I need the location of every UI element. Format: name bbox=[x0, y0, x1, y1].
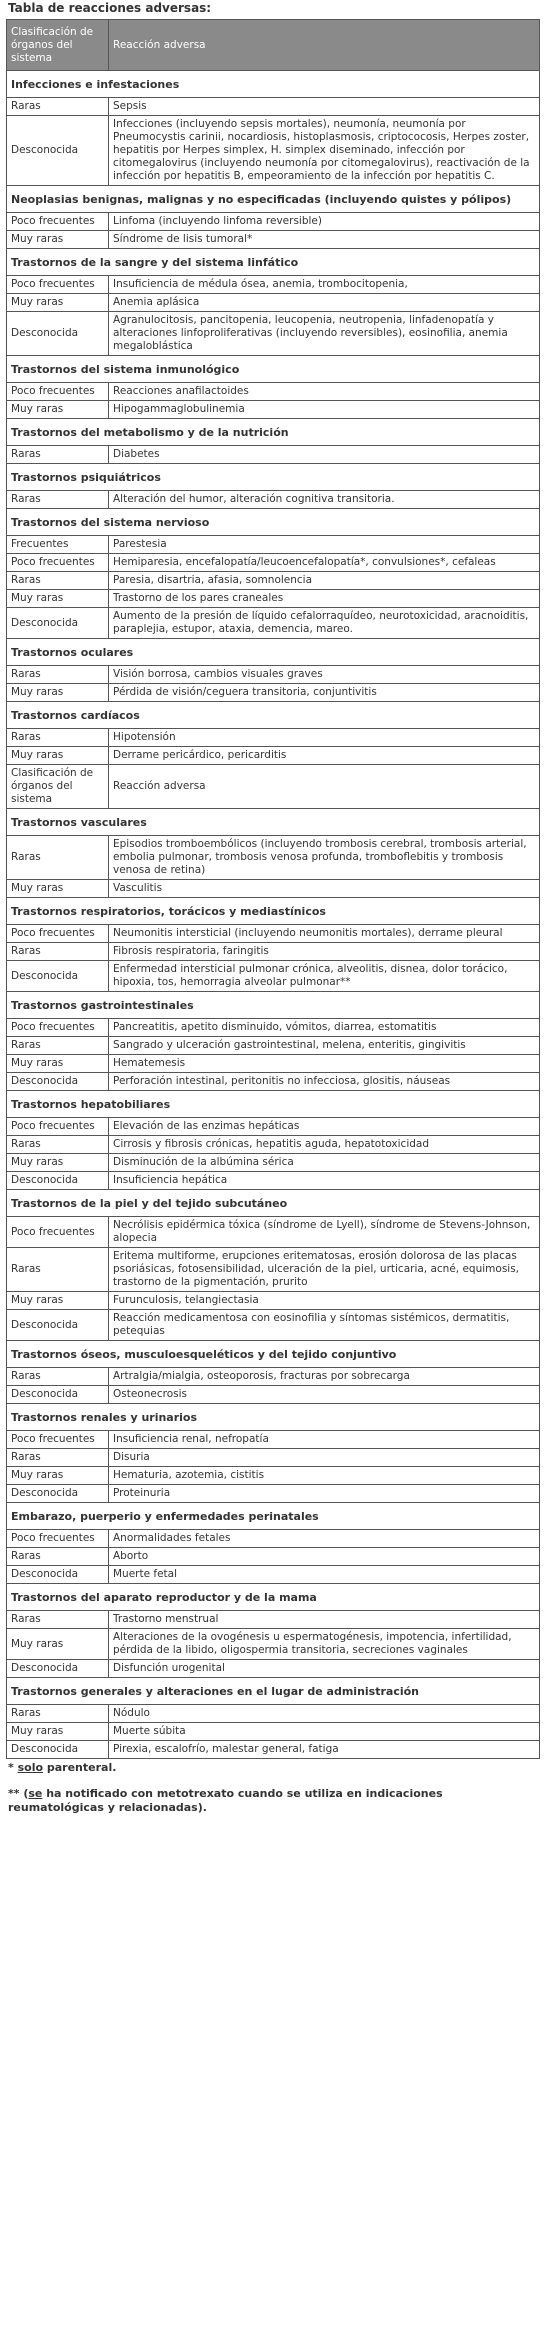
frequency-cell: Desconocida bbox=[7, 1310, 109, 1341]
section-heading: Neoplasias benignas, malignas y no especificadas (incluyendo quistes y pólipos) bbox=[7, 186, 540, 213]
frequency-cell: Poco frecuentes bbox=[7, 276, 109, 294]
section-heading: Trastornos del metabolismo y de la nutrición bbox=[7, 419, 540, 446]
section-heading: Trastornos del aparato reproductor y de la mama bbox=[7, 1584, 540, 1611]
table-row bbox=[7, 1172, 540, 1190]
reaction-cell: Alteraciones de la ovogénesis u espermatogénesis, impotencia, infertilidad, pérdida de la libido, oligospermia transitoria, secreciones vaginales bbox=[109, 1629, 540, 1660]
frequency-cell: Muy raras bbox=[7, 1055, 109, 1073]
reaction-cell: Sepsis bbox=[109, 98, 540, 116]
section-heading: Trastornos oculares bbox=[7, 639, 540, 666]
reaction-cell: Vasculitis bbox=[109, 880, 540, 898]
frequency-cell: Poco frecuentes bbox=[7, 1431, 109, 1449]
table-row bbox=[7, 1386, 540, 1404]
section-heading: Trastornos de la sangre y del sistema linfático bbox=[7, 249, 540, 276]
frequency-cell: Desconocida bbox=[7, 1741, 109, 1759]
section-row bbox=[7, 898, 540, 925]
table-row bbox=[7, 1037, 540, 1055]
frequency-cell: Raras bbox=[7, 666, 109, 684]
table-row bbox=[7, 1118, 540, 1136]
reaction-cell: Insuficiencia hepática bbox=[109, 1172, 540, 1190]
reaction-cell: Disuria bbox=[109, 1449, 540, 1467]
table-row bbox=[7, 1292, 540, 1310]
section-row bbox=[7, 639, 540, 666]
frequency-cell: Desconocida bbox=[7, 1566, 109, 1584]
reaction-cell: Hematuria, azotemia, cistitis bbox=[109, 1467, 540, 1485]
document-page bbox=[6, 0, 539, 1815]
section-row bbox=[7, 1404, 540, 1431]
table-row bbox=[7, 1566, 540, 1584]
section-heading: Trastornos de la piel y del tejido subcutáneo bbox=[7, 1190, 540, 1217]
frequency-cell: Poco frecuentes bbox=[7, 1118, 109, 1136]
footnote-2-underlined: se bbox=[28, 1787, 43, 1800]
table-row bbox=[7, 1485, 540, 1503]
section-row bbox=[7, 356, 540, 383]
reaction-cell: Disfunción urogenital bbox=[109, 1660, 540, 1678]
table-row bbox=[7, 98, 540, 116]
table-row bbox=[7, 1530, 540, 1548]
frequency-cell: Raras bbox=[7, 836, 109, 880]
frequency-cell: Muy raras bbox=[7, 684, 109, 702]
section-row bbox=[7, 249, 540, 276]
reaction-cell: Insuficiencia renal, nefropatía bbox=[109, 1431, 540, 1449]
table-row bbox=[7, 608, 540, 639]
reaction-cell: Osteonecrosis bbox=[109, 1386, 540, 1404]
footnote-rheumatologic bbox=[6, 1787, 539, 1815]
reaction-cell: Anormalidades fetales bbox=[109, 1530, 540, 1548]
reaction-cell: Reacción medicamentosa con eosinofilia y síntomas sistémicos, dermatitis, petequias bbox=[109, 1310, 540, 1341]
frequency-cell: Desconocida bbox=[7, 1172, 109, 1190]
table-row bbox=[7, 1368, 540, 1386]
table-row bbox=[7, 880, 540, 898]
table-row bbox=[7, 446, 540, 464]
section-heading: Trastornos cardíacos bbox=[7, 702, 540, 729]
table-row bbox=[7, 276, 540, 294]
frequency-cell: Muy raras bbox=[7, 1629, 109, 1660]
section-row bbox=[7, 702, 540, 729]
table-row bbox=[7, 925, 540, 943]
footnote-1-prefix: * bbox=[8, 1761, 18, 1774]
frequency-cell: Muy raras bbox=[7, 294, 109, 312]
table-row bbox=[7, 1705, 540, 1723]
frequency-cell: Poco frecuentes bbox=[7, 1530, 109, 1548]
frequency-cell: Muy raras bbox=[7, 231, 109, 249]
reaction-cell: Artralgia/mialgia, osteoporosis, fracturas por sobrecarga bbox=[109, 1368, 540, 1386]
frequency-cell: Raras bbox=[7, 1368, 109, 1386]
table-row bbox=[7, 383, 540, 401]
table-row bbox=[7, 1055, 540, 1073]
frequency-cell: Muy raras bbox=[7, 590, 109, 608]
section-heading: Trastornos vasculares bbox=[7, 809, 540, 836]
footnote-1-underlined: solo bbox=[17, 1761, 44, 1774]
reaction-cell: Furunculosis, telangiectasia bbox=[109, 1292, 540, 1310]
section-heading: Trastornos generales y alteraciones en el lugar de administración bbox=[7, 1678, 540, 1705]
reaction-cell: Pirexia, escalofrío, malestar general, fatiga bbox=[109, 1741, 540, 1759]
table-row bbox=[7, 943, 540, 961]
frequency-cell: Poco frecuentes bbox=[7, 1217, 109, 1248]
frequency-cell: Raras bbox=[7, 572, 109, 590]
footnote-2-prefix: ** ( bbox=[8, 1787, 29, 1800]
header-organ-class: Clasificación de órganos del sistema bbox=[7, 20, 109, 71]
reaction-cell: Necrólisis epidérmica tóxica (síndrome de Lyell), síndrome de Stevens-Johnson, alopecia bbox=[109, 1217, 540, 1248]
reaction-cell: Visión borrosa, cambios visuales graves bbox=[109, 666, 540, 684]
section-row bbox=[7, 71, 540, 98]
reaction-cell: Linfoma (incluyendo linfoma reversible) bbox=[109, 213, 540, 231]
table-row bbox=[7, 294, 540, 312]
reaction-cell: Cirrosis y fibrosis crónicas, hepatitis aguda, hepatotoxicidad bbox=[109, 1136, 540, 1154]
table-row bbox=[7, 1449, 540, 1467]
frequency-cell: Desconocida bbox=[7, 116, 109, 186]
table-row bbox=[7, 1154, 540, 1172]
table-row bbox=[7, 1073, 540, 1091]
table-row bbox=[7, 1217, 540, 1248]
reaction-cell: Pancreatitis, apetito disminuido, vómitos, diarrea, estomatitis bbox=[109, 1019, 540, 1037]
reaction-cell: Neumonitis intersticial (incluyendo neumonitis mortales), derrame pleural bbox=[109, 925, 540, 943]
frequency-cell: Poco frecuentes bbox=[7, 554, 109, 572]
section-row bbox=[7, 464, 540, 491]
header-adverse-reaction: Reacción adversa bbox=[109, 20, 540, 71]
section-row bbox=[7, 992, 540, 1019]
reaction-cell: Enfermedad intersticial pulmonar crónica, alveolitis, disnea, dolor torácico, hipoxia, tos, hemorragia alveolar pulmonar** bbox=[109, 961, 540, 992]
frequency-cell: Muy raras bbox=[7, 1154, 109, 1172]
table-row bbox=[7, 684, 540, 702]
reaction-cell: Nódulo bbox=[109, 1705, 540, 1723]
table-row bbox=[7, 312, 540, 356]
reaction-cell: Síndrome de lisis tumoral* bbox=[109, 231, 540, 249]
table-row bbox=[7, 1248, 540, 1292]
frequency-cell: Raras bbox=[7, 729, 109, 747]
reaction-cell: Infecciones (incluyendo sepsis mortales), neumonía, neumonía por Pneumocystis carinii, nocardiosis, histoplasmosis, criptococosis, Herpes zoster, hepatitis por Herpes simplex, H. simplex diseminado, infección por citomegalovirus (incluyendo neumonía por citomegalovirus), reactivación de la infección por hepatitis B, empeoramiento de la infección por hepatitis C. bbox=[109, 116, 540, 186]
frequency-cell: Desconocida bbox=[7, 1386, 109, 1404]
reaction-cell: Insuficiencia de médula ósea, anemia, trombocitopenia, bbox=[109, 276, 540, 294]
reaction-cell: Hemiparesia, encefalopatía/leucoencefalopatía*, convulsiones*, cefaleas bbox=[109, 554, 540, 572]
reaction-cell: Trastorno de los pares craneales bbox=[109, 590, 540, 608]
section-heading: Trastornos del sistema inmunológico bbox=[7, 356, 540, 383]
section-row bbox=[7, 1584, 540, 1611]
frequency-cell: Muy raras bbox=[7, 747, 109, 765]
reaction-cell: Muerte fetal bbox=[109, 1566, 540, 1584]
reaction-cell: Episodios tromboembólicos (incluyendo trombosis cerebral, trombosis arterial, embolia pulmonar, trombosis venosa profunda, tromboflebitis y trombosis venosa de retina) bbox=[109, 836, 540, 880]
reaction-cell: Reacción adversa bbox=[109, 765, 540, 809]
frequency-cell: Poco frecuentes bbox=[7, 383, 109, 401]
frequency-cell: Raras bbox=[7, 1705, 109, 1723]
reaction-cell: Agranulocitosis, pancitopenia, leucopenia, neutropenia, linfadenopatía y alteraciones linfoproliferativas (incluyendo reversibles), eosinofilia, anemia megaloblástica bbox=[109, 312, 540, 356]
reaction-cell: Disminución de la albúmina sérica bbox=[109, 1154, 540, 1172]
table-row bbox=[7, 213, 540, 231]
section-heading: Trastornos del sistema nervioso bbox=[7, 509, 540, 536]
section-row bbox=[7, 1190, 540, 1217]
frequency-cell: Poco frecuentes bbox=[7, 213, 109, 231]
reaction-cell: Paresia, disartria, afasia, somnolencia bbox=[109, 572, 540, 590]
section-heading: Trastornos hepatobiliares bbox=[7, 1091, 540, 1118]
reaction-cell: Elevación de las enzimas hepáticas bbox=[109, 1118, 540, 1136]
reaction-cell: Pérdida de visión/ceguera transitoria, conjuntivitis bbox=[109, 684, 540, 702]
frequency-cell: Poco frecuentes bbox=[7, 1019, 109, 1037]
frequency-cell: Desconocida bbox=[7, 961, 109, 992]
frequency-cell: Poco frecuentes bbox=[7, 925, 109, 943]
table-row bbox=[7, 729, 540, 747]
section-heading: Embarazo, puerperio y enfermedades perinatales bbox=[7, 1503, 540, 1530]
frequency-cell: Clasificación de órganos del sistema bbox=[7, 765, 109, 809]
frequency-cell: Frecuentes bbox=[7, 536, 109, 554]
table-row bbox=[7, 116, 540, 186]
reaction-cell: Derrame pericárdico, pericarditis bbox=[109, 747, 540, 765]
frequency-cell: Desconocida bbox=[7, 1485, 109, 1503]
frequency-cell: Raras bbox=[7, 1136, 109, 1154]
section-row bbox=[7, 1341, 540, 1368]
reaction-cell: Anemia aplásica bbox=[109, 294, 540, 312]
section-heading: Trastornos respiratorios, torácicos y mediastínicos bbox=[7, 898, 540, 925]
frequency-cell: Raras bbox=[7, 943, 109, 961]
section-row bbox=[7, 509, 540, 536]
frequency-cell: Raras bbox=[7, 1449, 109, 1467]
reaction-cell: Hipotensión bbox=[109, 729, 540, 747]
reaction-cell: Fibrosis respiratoria, faringitis bbox=[109, 943, 540, 961]
frequency-cell: Desconocida bbox=[7, 312, 109, 356]
table-header-row bbox=[7, 20, 540, 71]
table-row bbox=[7, 231, 540, 249]
reaction-cell: Reacciones anafilactoides bbox=[109, 383, 540, 401]
table-row bbox=[7, 1723, 540, 1741]
table-row bbox=[7, 554, 540, 572]
frequency-cell: Muy raras bbox=[7, 1723, 109, 1741]
table-row bbox=[7, 590, 540, 608]
reaction-cell: Hipogammaglobulinemia bbox=[109, 401, 540, 419]
frequency-cell: Raras bbox=[7, 1248, 109, 1292]
section-heading: Trastornos renales y urinarios bbox=[7, 1404, 540, 1431]
section-row bbox=[7, 419, 540, 446]
table-row bbox=[7, 765, 540, 809]
table-row bbox=[7, 1431, 540, 1449]
frequency-cell: Raras bbox=[7, 491, 109, 509]
table-row bbox=[7, 836, 540, 880]
frequency-cell: Desconocida bbox=[7, 1073, 109, 1091]
table-row bbox=[7, 1548, 540, 1566]
section-row bbox=[7, 186, 540, 213]
table-row bbox=[7, 536, 540, 554]
footnote-1-text: parenteral. bbox=[43, 1761, 117, 1774]
section-row bbox=[7, 1503, 540, 1530]
reaction-cell: Muerte súbita bbox=[109, 1723, 540, 1741]
table-body bbox=[7, 71, 540, 1759]
section-heading: Trastornos psiquiátricos bbox=[7, 464, 540, 491]
frequency-cell: Muy raras bbox=[7, 1292, 109, 1310]
frequency-cell: Raras bbox=[7, 1611, 109, 1629]
table-row bbox=[7, 491, 540, 509]
table-row bbox=[7, 747, 540, 765]
reaction-cell: Aumento de la presión de líquido cefalorraquídeo, neurotoxicidad, aracnoiditis, paraplejia, estupor, ataxia, demencia, mareo. bbox=[109, 608, 540, 639]
footnote-parenteral bbox=[6, 1761, 539, 1775]
table-row bbox=[7, 572, 540, 590]
table-row bbox=[7, 1310, 540, 1341]
reaction-cell: Eritema multiforme, erupciones eritematosas, erosión dolorosa de las placas psoriásicas, fotosensibilidad, ulceración de la piel, urticaria, acné, equimosis, trastorno de la pigmentación, prurito bbox=[109, 1248, 540, 1292]
frequency-cell: Muy raras bbox=[7, 401, 109, 419]
adverse-reactions-table bbox=[6, 19, 540, 1759]
frequency-cell: Raras bbox=[7, 1037, 109, 1055]
reaction-cell: Diabetes bbox=[109, 446, 540, 464]
section-row bbox=[7, 1091, 540, 1118]
reaction-cell: Perforación intestinal, peritonitis no infecciosa, glositis, náuseas bbox=[109, 1073, 540, 1091]
reaction-cell: Sangrado y ulceración gastrointestinal, melena, enteritis, gingivitis bbox=[109, 1037, 540, 1055]
table-row bbox=[7, 1741, 540, 1759]
table-row bbox=[7, 1611, 540, 1629]
table-row bbox=[7, 1467, 540, 1485]
frequency-cell: Raras bbox=[7, 1548, 109, 1566]
reaction-cell: Alteración del humor, alteración cognitiva transitoria. bbox=[109, 491, 540, 509]
section-row bbox=[7, 1678, 540, 1705]
frequency-cell: Muy raras bbox=[7, 880, 109, 898]
frequency-cell: Desconocida bbox=[7, 1660, 109, 1678]
table-row bbox=[7, 961, 540, 992]
table-row bbox=[7, 401, 540, 419]
table-title: Tabla de reacciones adversas: bbox=[8, 1, 212, 15]
frequency-cell: Muy raras bbox=[7, 1467, 109, 1485]
table-row bbox=[7, 1136, 540, 1154]
table-row bbox=[7, 1019, 540, 1037]
table-row bbox=[7, 666, 540, 684]
reaction-cell: Hematemesis bbox=[109, 1055, 540, 1073]
reaction-cell: Parestesia bbox=[109, 536, 540, 554]
table-row bbox=[7, 1629, 540, 1660]
frequency-cell: Desconocida bbox=[7, 608, 109, 639]
reaction-cell: Aborto bbox=[109, 1548, 540, 1566]
frequency-cell: Raras bbox=[7, 446, 109, 464]
section-row bbox=[7, 809, 540, 836]
frequency-cell: Raras bbox=[7, 98, 109, 116]
section-heading: Trastornos óseos, musculoesqueléticos y del tejido conjuntivo bbox=[7, 1341, 540, 1368]
reaction-cell: Proteinuria bbox=[109, 1485, 540, 1503]
section-heading: Trastornos gastrointestinales bbox=[7, 992, 540, 1019]
section-heading: Infecciones e infestaciones bbox=[7, 71, 540, 98]
footnote-2-text: ha notificado con metotrexato cuando se utiliza en indicaciones reumatológicas y relacionadas). bbox=[8, 1787, 443, 1814]
reaction-cell: Trastorno menstrual bbox=[109, 1611, 540, 1629]
table-row bbox=[7, 1660, 540, 1678]
